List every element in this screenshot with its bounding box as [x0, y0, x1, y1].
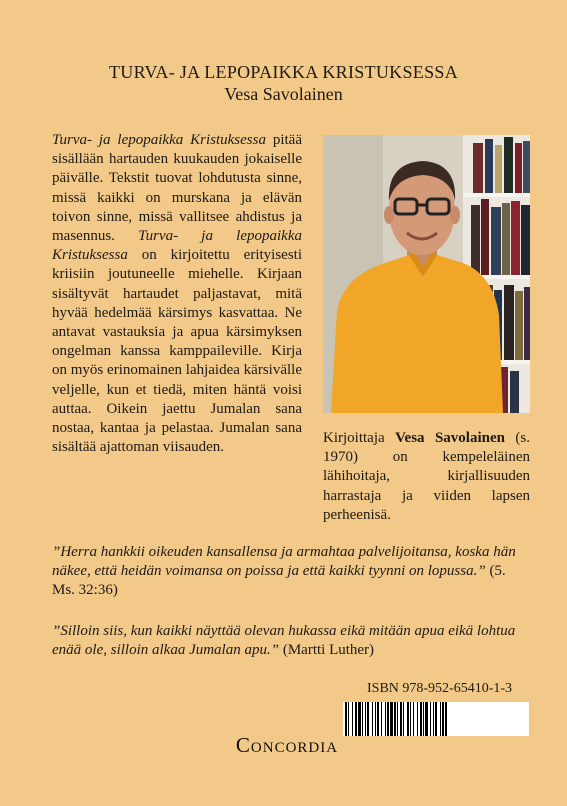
blurb-part-1: pitää sisällään hartauden kuukauden jokaiselle päivälle. Tekstit tuovat lohdutusta sinne, missä kaikki on murskana ja elävän toivon sinne, missä vallitsee ahdistus ja masennus. [52, 132, 302, 245]
blurb-title-italic: Turva- ja lepopaikka Kristuksessa [52, 132, 266, 148]
barcode-bar [400, 702, 402, 736]
quote-text: ”Silloin siis, kun kaikki näyttää olevan hukassa eikä mitään apua eikä lohtua enää ole, silloin alkaa Jumalan apu.” [52, 623, 516, 659]
author-caption [323, 429, 530, 525]
barcode-bar [355, 702, 357, 736]
quote-luther [52, 622, 530, 660]
caption-prefix: Kirjoittaja [323, 430, 396, 446]
quote-source: (Martti Luther) [279, 642, 375, 659]
blurb-part-2: on kirjoitettu erityisesti kriisiin joutuneelle miehelle. Kirjaan sisältyvät hartaudet paljastavat, mitä hyvää hedelmää kärsimys kasvattaa. Ne antavat vastauksia ja apua kärsimyksen ongelman kanssa kamppaileville. Kirja on myös erinomainen lahjaidea kärsivälle veljelle, kun et tiedä, miten häntä voisi auttaa. Oikein jaettu Jumalan sana nostaa, kantaa ja pelastaa. Jumalan sana sisältää ajattoman viisauden. [52, 247, 302, 456]
barcode-bar [352, 702, 353, 736]
caption-suffix: (s. 1970) on kempeleläinen lähihoitaja, kirjallisuuden harrastaja ja viiden lapsen perheenisä. [323, 430, 530, 523]
blurb-title-italic-2: Turva- ja lepopaikka Kristuksessa [52, 228, 302, 264]
caption-author-name: Vesa Savolainen [395, 430, 505, 446]
isbn-label: ISBN 978-952-65410-1-3 [367, 681, 513, 696]
barcode-bar [372, 702, 373, 736]
barcode-bar [348, 702, 349, 736]
barcode-bar [397, 702, 398, 736]
quote-bible [52, 543, 530, 601]
barcode-bar [390, 702, 393, 736]
quote-source: (5. Ms. 32:36) [52, 563, 506, 599]
barcode-bar [425, 702, 428, 736]
book-title: TURVA- JA LEPOPAIKKA KRISTUKSESSA [108, 62, 459, 82]
barcode-bar [413, 702, 414, 736]
barcode [343, 702, 529, 736]
barcode-bar [410, 702, 411, 736]
barcode-bar [403, 702, 404, 736]
barcode-bar [387, 702, 389, 736]
barcode-bar [407, 702, 409, 736]
barcode-bar [345, 702, 347, 736]
barcode-bar [375, 702, 376, 736]
barcode-bar [423, 702, 424, 736]
barcode-bar [365, 702, 366, 736]
barcode-bar [442, 702, 444, 736]
barcode-bar [430, 702, 431, 736]
barcode-bar [445, 702, 447, 736]
barcode-bar [362, 702, 363, 736]
barcode-bar [394, 702, 396, 736]
barcode-bar [417, 702, 418, 736]
quote-text: ”Herra hankkii oikeuden kansallensa ja armahtaa palvelijoitansa, koska hän näkee, että heidän voimansa on poissa ja että kaikki tyynni on lopussa.” [52, 544, 516, 580]
book-author: Vesa Savolainen [224, 84, 343, 104]
barcode-bar [358, 702, 361, 736]
publisher-logo: Concordia [235, 733, 339, 757]
barcode-bar [367, 702, 369, 736]
barcode-bar [420, 702, 422, 736]
barcode-bar [377, 702, 379, 736]
barcode-bar [435, 702, 437, 736]
barcode-bar [433, 702, 434, 736]
barcode-bar [381, 702, 382, 736]
barcode-bar [440, 702, 441, 736]
author-photo [323, 135, 530, 413]
barcode-bar [385, 702, 386, 736]
blurb-text [52, 131, 302, 457]
